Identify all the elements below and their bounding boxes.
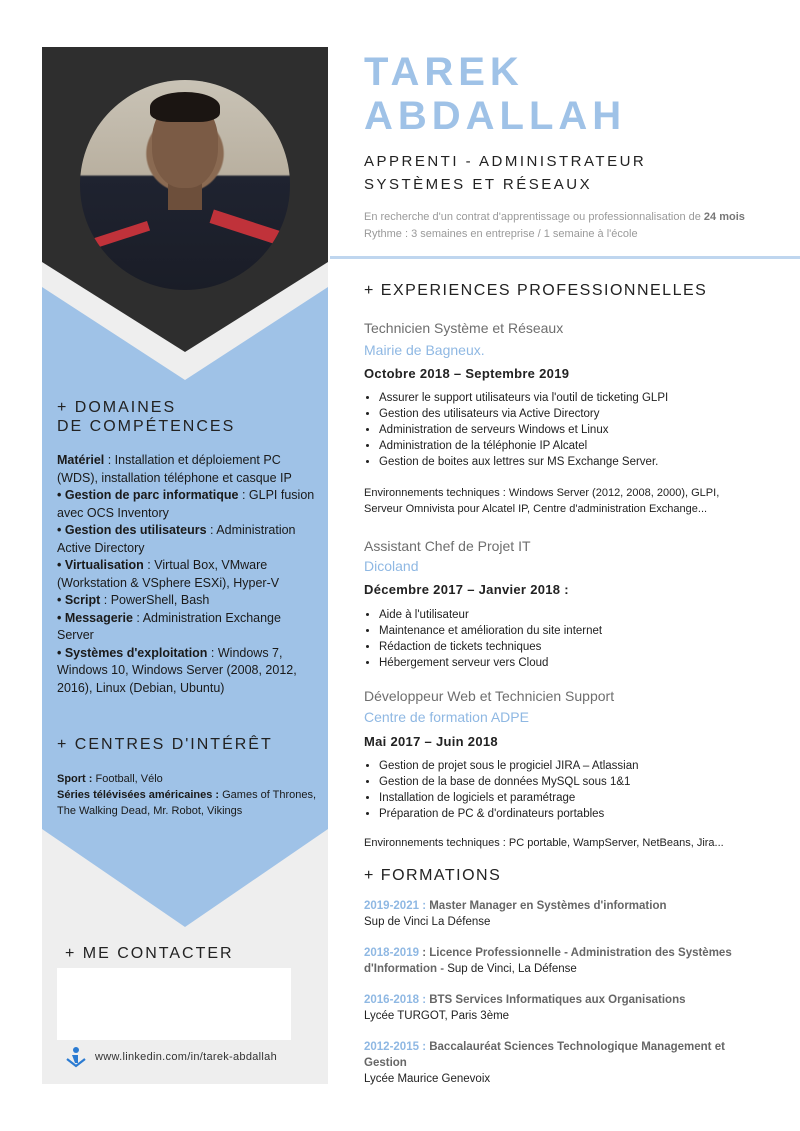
skill-item: Matériel : Installation et déploiement PC (WDS), installation téléphone et casque IP: [57, 453, 292, 485]
profile-photo: [80, 80, 290, 290]
job-title: APPRENTI - ADMINISTRATEUR SYSTÈMES ET RÉSEAUX: [364, 153, 647, 193]
list-item: • Administration de la téléphonie IP Alcatel: [379, 438, 668, 454]
contact-box: [57, 968, 291, 1040]
company-1: Mairie de Bagneux.: [364, 342, 485, 358]
period-1: Octobre 2018 – Septembre 2019: [364, 366, 570, 381]
header-divider: [330, 256, 800, 259]
skills-list: [57, 452, 319, 697]
interests-list: [57, 771, 319, 819]
skill-item: • Systèmes d'exploitation : Windows 7, Windows 10, Windows Server (2008, 2012, 2016), Linux (Debian, Ubuntu): [57, 645, 297, 695]
period-3: Mai 2017 – Juin 2018: [364, 734, 498, 749]
education-title: + FORMATIONS: [364, 867, 502, 884]
env-1: Environnements techniques : Windows Server (2012, 2008, 2000), GLPI, Serveur Omnivista pour Alcatel IP, Centre d'administration Exchange...: [364, 487, 720, 515]
list-item: • Préparation de PC & d'ordinateurs portables: [379, 806, 639, 822]
education-item: 2016-2018 : BTS Services Informatiques aux Organisations Lycée TURGOT, Paris 3ème: [364, 994, 686, 1022]
education-item: 2012-2015 : Baccalauréat Sciences Technologique Management et Gestion Lycée Maurice Genevoix: [364, 1041, 725, 1085]
list-item: • Gestion de la base de données MySQL sous 1&1: [379, 774, 639, 790]
interest-item: Séries télévisées américaines : Games of Thrones, The Walking Dead, Mr. Robot, Vikings: [57, 789, 317, 817]
interests-title: + CENTRES D'INTÉRÊT: [57, 736, 273, 753]
list-item: • Assurer le support utilisateurs via l'outil de ticketing GLPI: [379, 390, 668, 406]
company-3: Centre de formation ADPE: [364, 709, 529, 725]
task-list-3: [364, 758, 639, 822]
env-3: Environnements techniques : PC portable, WampServer, NetBeans, Jira...: [364, 837, 724, 849]
list-item: • Hébergement serveur vers Cloud: [379, 655, 602, 671]
education-item: 2018-2019 : Licence Professionnelle - Administration des Systèmes d'Information - Sup de Vinci, La Défense: [364, 947, 732, 975]
interest-item: Sport : Football, Vélo: [57, 773, 163, 785]
list-item: • Maintenance et amélioration du site internet: [379, 623, 602, 639]
task-list-2: [364, 607, 602, 671]
experience-title: + EXPERIENCES PROFESSIONNELLES: [364, 282, 708, 299]
list-item: • Administration de serveurs Windows et Linux: [379, 422, 668, 438]
task-list-1: [364, 390, 668, 470]
list-item: • Installation de logiciels et paramétrage: [379, 790, 639, 806]
list-item: • Gestion de boites aux lettres sur MS Exchange Server.: [379, 454, 668, 470]
skill-item: • Script : PowerShell, Bash: [57, 593, 210, 607]
linkedin-link[interactable]: www.linkedin.com/in/tarek-abdallah: [95, 1051, 278, 1063]
job-title-2: Assistant Chef de Projet IT: [364, 538, 531, 554]
list-item: • Aide à l'utilisateur: [379, 607, 602, 623]
skill-item: • Gestion de parc informatique : GLPI fusion avec OCS Inventory: [57, 488, 315, 520]
skill-item: • Virtualisation : Virtual Box, VMware (Workstation & VSphere ESXi), Hyper-V: [57, 558, 280, 590]
skill-item: • Gestion des utilisateurs : Administration Active Directory: [57, 523, 296, 555]
skill-item: • Messagerie : Administration Exchange Server: [57, 610, 281, 642]
period-2: Décembre 2017 – Janvier 2018 :: [364, 582, 569, 597]
job-title-3: Développeur Web et Technicien Support: [364, 688, 615, 704]
education-item: 2019-2021 : Master Manager en Systèmes d'information Sup de Vinci La Défense: [364, 900, 667, 928]
info-person-icon: [65, 1046, 87, 1068]
list-item: • Gestion de projet sous le progiciel JIRA – Atlassian: [379, 758, 639, 774]
company-2: Dicoland: [364, 558, 419, 574]
contact-title: + ME CONTACTER: [65, 945, 234, 962]
list-item: • Gestion des utilisateurs via Active Directory: [379, 406, 668, 422]
candidate-name: TAREK ABDALLAH: [364, 50, 627, 138]
intro-text: En recherche d'un contrat d'apprentissage ou professionnalisation de 24 mois Rythme : 3 semaines en entreprise / 1 semaine à l'école: [364, 211, 745, 240]
list-item: • Rédaction de tickets techniques: [379, 639, 602, 655]
skills-title: + DOMAINES DE COMPÉTENCES: [57, 399, 236, 435]
job-title-1: Technicien Système et Réseaux: [364, 320, 564, 336]
